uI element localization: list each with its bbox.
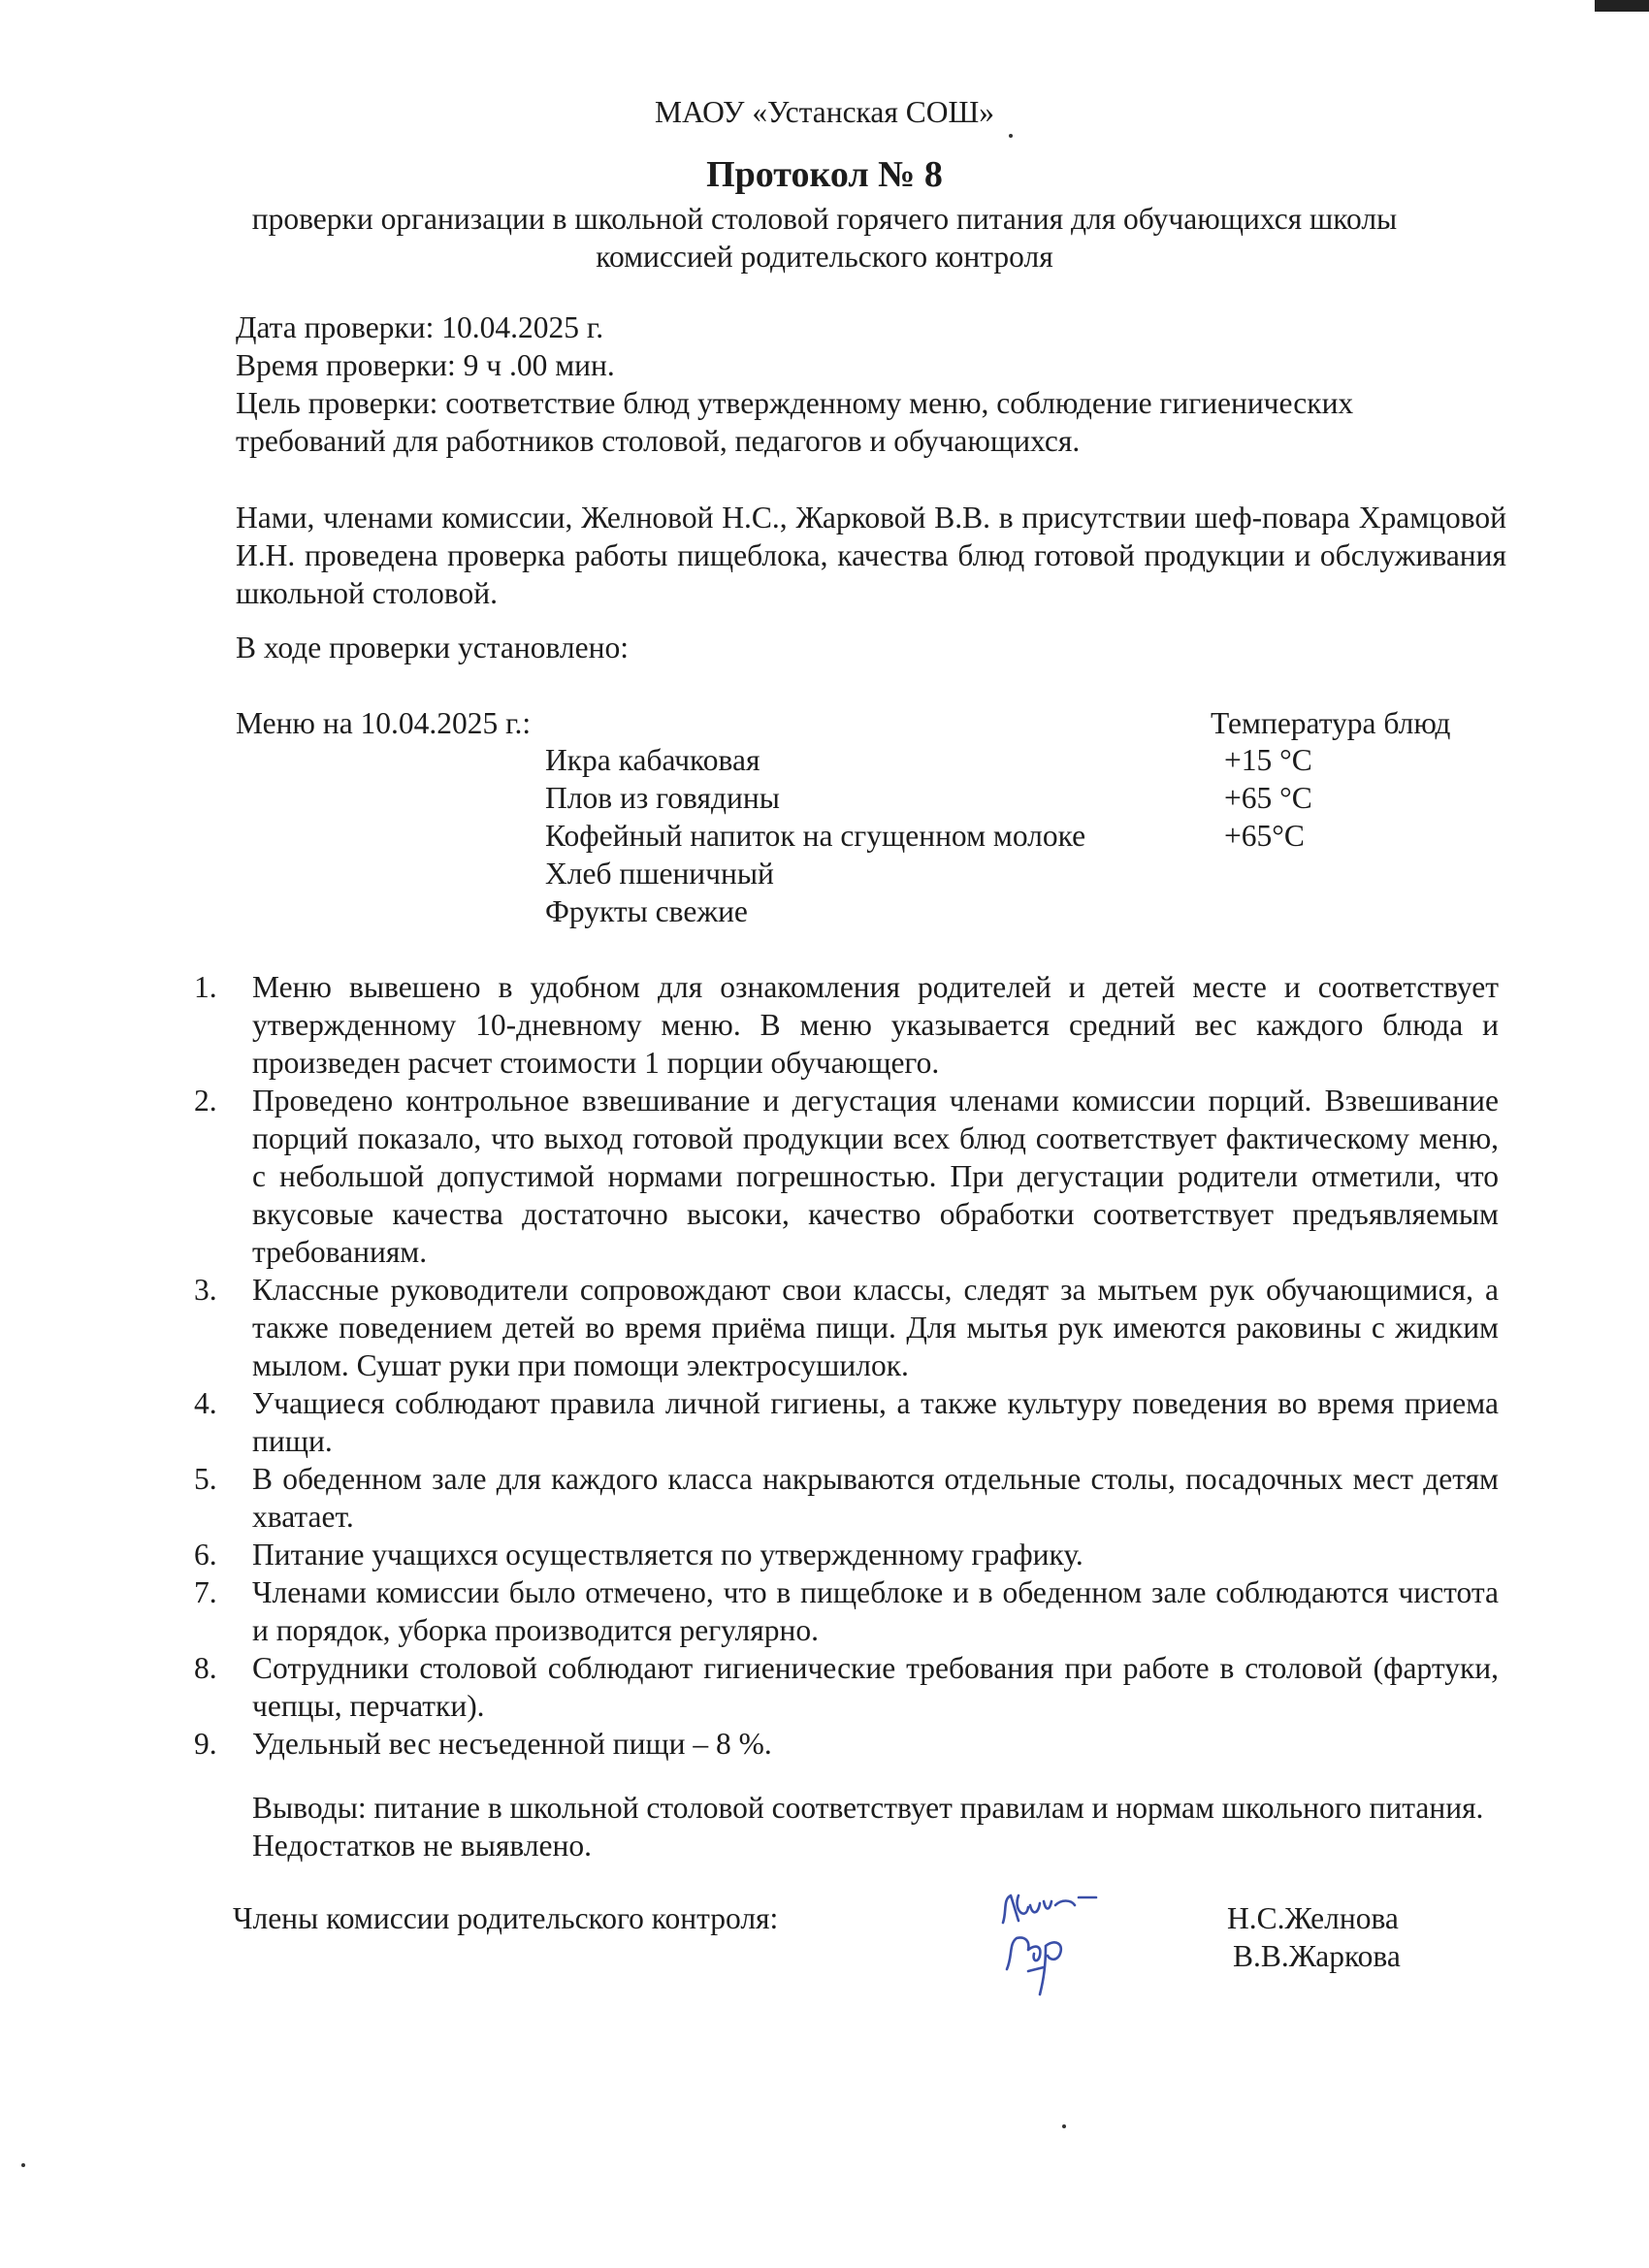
conclusion-paragraph: Выводы: питание в школьной столовой соответствует правилам и нормам школьного питания. Недостатков не выявлено. [252,1791,1484,1863]
finding-number: 8. [194,1651,217,1685]
finding-item [194,1536,1499,1573]
finding-text: Учащиеся соблюдают правила личной гигиены, а также культуру поведения во время приема пищи. [252,1386,1499,1458]
finding-text: Сотрудники столовой соблюдают гигиенические требования при работе в столовой (фартуки, чепцы, перчатки). [252,1651,1499,1723]
finding-number: 5. [194,1462,217,1496]
finding-text: Меню вывешено в удобном для ознакомления родителей и детей месте и соответствует утвержденному 10-дневному меню. В меню указывается средний вес каждого блюда и произведен расчет стоимости 1 порции обучающего. [252,970,1499,1080]
menu-item-dish: Фрукты свежие [545,894,748,928]
finding-item [194,1649,1499,1725]
menu-header [236,704,1506,742]
protocol-title: Протокол № 8 [706,154,943,195]
finding-number: 4. [194,1386,217,1420]
scan-speck [1062,2124,1066,2128]
finding-number: 1. [194,970,217,1004]
subtitle-line-1: проверки организации в школьной столовой горячего питания для обучающихся школы [251,202,1398,236]
findings-list [194,968,1499,1763]
finding-number: 7. [194,1575,217,1609]
scan-speck [21,2163,25,2167]
handwritten-signature [989,1882,1154,1998]
menu-item-dish: Кофейный напиток на сгущенном молоке [545,819,1086,853]
menu-item-temperature: +15 °С [1224,743,1312,777]
finding-text: Членами комиссии было отмечено, что в пищеблоке и в обеденном зале соблюдаются чистота и порядок, уборка производится регулярно. [252,1575,1499,1647]
finding-item [194,1384,1499,1460]
finding-text: В обеденном зале для каждого класса накрываются отдельные столы, посадочных мест детям хватает. [252,1462,1499,1534]
signer-names [1227,1899,1401,1975]
school-name: МАОУ «Устанская СОШ» [654,95,995,129]
scan-speck [1009,134,1013,138]
intro-paragraph: Нами, членами комиссии, Желновой Н.С., Жарковой В.В. в присутствии шеф-повара Храмцовой И.Н. проведена проверка работы пищеблока, качества блюд готовой продукции и обслуживания школьной столовой. [236,501,1506,610]
finding-item [194,1725,1499,1763]
finding-item [194,968,1499,1082]
signers-label: Члены комиссии родительского контроля: [233,1901,779,1935]
menu-item-dish: Икра кабачковая [545,743,760,777]
finding-item [194,1271,1499,1384]
scan-edge-mark [1595,0,1649,12]
finding-text: Питание учащихся осуществляется по утвержденному графику. [252,1538,1083,1571]
findings-heading: В ходе проверки установлено: [236,631,629,664]
subtitle-line-2: комиссией родительского контроля [596,240,1053,274]
menu-item-dish: Плов из говядины [545,781,780,815]
inspection-date: Дата проверки: 10.04.2025 г. [236,310,604,344]
temperature-header: Температура блюд [1211,706,1451,740]
finding-number: 3. [194,1273,217,1307]
finding-number: 9. [194,1727,217,1761]
menu-label: Меню на 10.04.2025 г.: [236,706,532,740]
inspection-info [236,308,1506,460]
finding-number: 2. [194,1084,217,1118]
signer-name: Н.С.Желнова [1227,1901,1399,1935]
finding-item [194,1082,1499,1271]
menu-item-temperature: +65°С [1224,819,1305,853]
menu-item-temperature: +65 °С [1224,781,1312,815]
inspection-time: Время проверки: 9 ч .00 мин. [236,348,615,382]
finding-text: Классные руководители сопровождают свои классы, следят за мытьем рук обучающимися, а также поведением детей во время приёма пищи. Для мытья рук имеются раковины с жидким мылом. Сушат руки при помощи электросушилок. [252,1273,1499,1382]
menu-item-dish: Хлеб пшеничный [545,857,774,891]
protocol-subtitle [0,200,1649,275]
inspection-goal: Цель проверки: соответствие блюд утвержденному меню, соблюдение гигиенических требований для работников столовой, педагогов и обучающихся. [236,386,1354,458]
finding-item [194,1573,1499,1649]
signer-name: В.В.Жаркова [1233,1939,1401,1973]
finding-item [194,1460,1499,1536]
finding-text: Проведено контрольное взвешивание и дегустация членами комиссии порций. Взвешивание порций показало, что выход готовой продукции всех блюд соответствует фактическому меню, с небольшой допустимой нормами погрешностью. При дегустации родители отметили, что вкусовые качества достаточно высоки, качество обработки соответствует предъявляемым требованиям. [252,1084,1499,1269]
finding-text: Удельный вес несъеденной пищи – 8 %. [252,1727,772,1761]
finding-number: 6. [194,1538,217,1571]
